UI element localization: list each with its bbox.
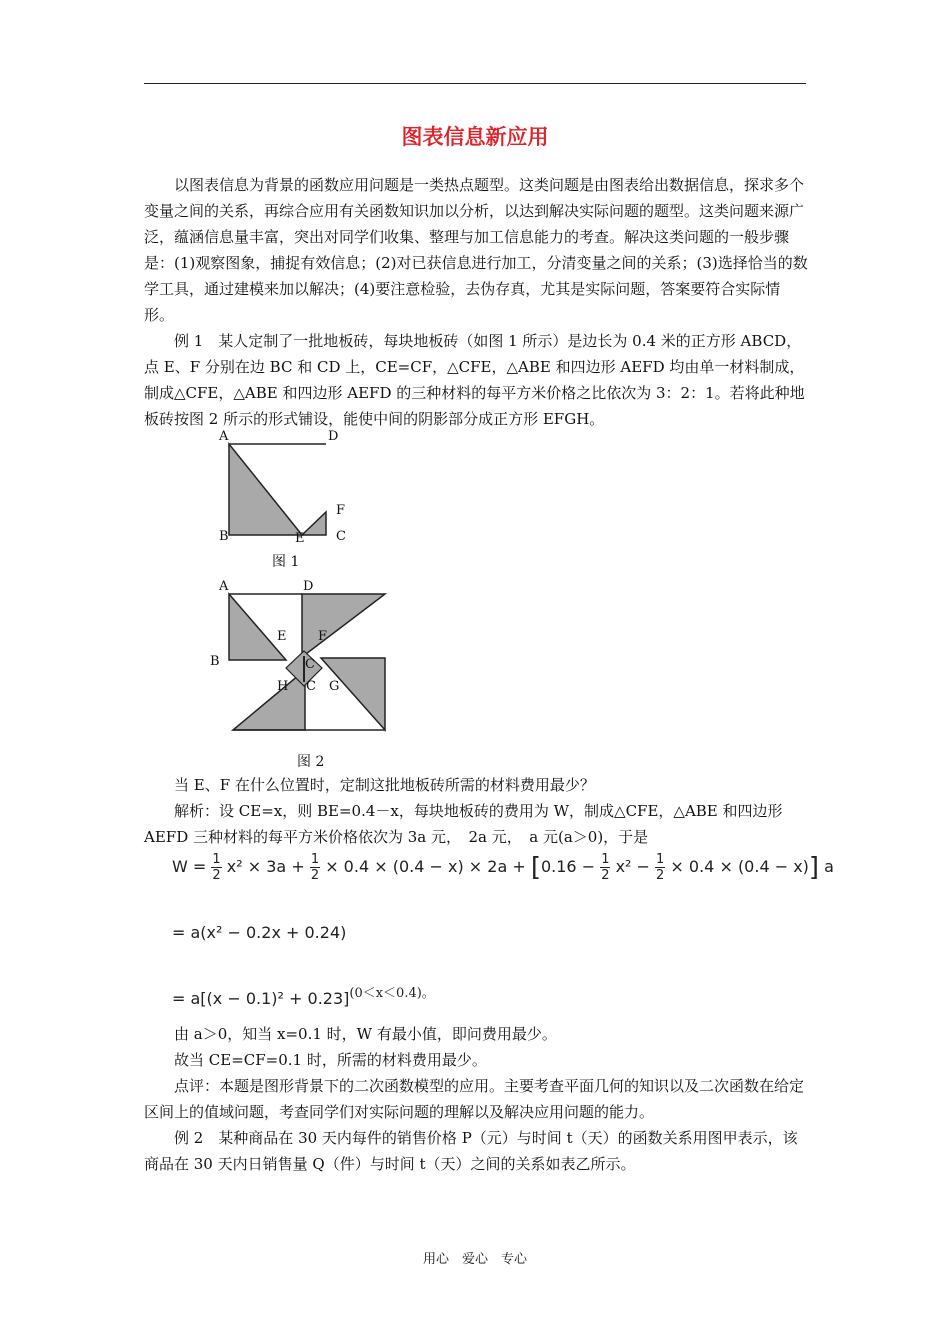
conclusion-2: 故当 CE=CF=0.1 时，所需的材料费用最少。 <box>174 1051 487 1069</box>
triangle-abe <box>229 444 302 535</box>
label-c-upper: C <box>305 657 315 672</box>
analysis-paragraph: 解析：设 CE=x，则 BE=0.4－x，每块地板砖的费用为 W，制成△CFE，△ABE 和四边形 AEFD 三种材料的每平方米价格依次为 3a 元， 2a 元， a 元(a＞0)，于是 <box>144 802 783 846</box>
label-g: G <box>329 679 340 694</box>
header-rule <box>144 83 806 84</box>
formula-line-3 <box>172 982 435 1008</box>
page-title: 图表信息新应用 <box>401 125 549 149</box>
conclusion-1: 由 a＞0，知当 x=0.1 时，W 有最小值，即问费用最少。 <box>174 1025 557 1043</box>
formula-line-1 <box>172 852 834 883</box>
fraction-half: $\frac{1}{2}$ <box>601 852 610 883</box>
formula-w: W = <box>172 857 207 876</box>
example1-paragraph: 例 1 某人定制了一批地板砖，每块地板砖（如图 1 所示）是边长为 0.4 米的正方形 ABCD，点 E、F 分别在边 BC 和 CD 上，CE=CF，△CFE，△ABE 和四边形 AEFD 均由单一材料制成，制成△CFE，△ABE 和四边形 AEFD 的三种材料的每平方米价格之比依次为 3：2：1。若将此种地板砖按图 2 所示的形式铺设，能使中间的阴影部分成正方形 EFGH。 <box>144 332 805 428</box>
tile-top <box>302 594 385 657</box>
page-footer: 用心 爱心 专心 <box>422 1252 527 1267</box>
label-c: C <box>336 529 346 544</box>
comment-paragraph: 点评：本题是图形背景下的二次函数模型的应用。主要考查平面几何的知识以及二次函数在给定区间上的值域问题，考查同学们对实际问题的理解以及解决应用问题的能力。 <box>144 1077 805 1121</box>
label-a: A <box>219 429 229 444</box>
figure-1-caption: 图 1 <box>272 554 300 570</box>
formula-domain: (0＜x＜0.4)。 <box>349 986 435 1001</box>
label-d: D <box>303 579 314 594</box>
bracket-right: ] <box>808 852 820 883</box>
tile-right <box>321 658 385 730</box>
figure-2-caption: 图 2 <box>297 754 325 770</box>
tile-left <box>229 594 286 660</box>
formula-term-2: × 0.4 × (0.4 − x) × 2a + <box>325 857 526 876</box>
label-b: B <box>210 654 220 669</box>
label-h: H <box>277 679 289 694</box>
label-c-lower: C <box>306 679 316 694</box>
example2-paragraph: 例 2 某种商品在 30 天内每件的销售价格 P（元）与时间 t（天）的函数关系用图甲表示，该商品在 30 天内日销售量 Q（件）与时间 t（天）之间的关系如表乙所示。 <box>144 1129 798 1173</box>
formula-expression: = a[(x − 0.1)² + 0.23] <box>172 989 350 1008</box>
formula-term-3: 0.16 − <box>540 857 596 876</box>
triangle-cfe <box>302 512 326 535</box>
label-e: E <box>277 629 287 644</box>
intro-paragraph: 以图表信息为背景的函数应用问题是一类热点题型。这类问题是由图表给出数据信息，探求多个变量之间的关系，再综合应用有关函数知识加以分析，以达到解决实际问题的题型。这类问题来源广泛，蕴涵信息量丰富，突出对同学们收集、整理与加工信息能力的考查。解决这类问题的一般步骤是：(1)观察图象，捕捉有效信息；(2)对已获信息进行加工，分清变量之间的关系；(3)选择恰当的数学工具，通过建模来加以解决；(4)要注意检验，去伪存真，尤其是实际问题，答案要符合实际情形。 <box>144 176 808 324</box>
label-d: D <box>328 429 339 444</box>
formula-line-2: = a(x² − 0.2x + 0.24) <box>172 923 347 942</box>
fraction-half: $\frac{1}{2}$ <box>656 852 665 883</box>
fraction-half: $\frac{1}{2}$ <box>310 852 320 883</box>
label-e: E <box>295 531 305 546</box>
formula-term-6: a <box>824 857 834 876</box>
formula-term-5: × 0.4 × (0.4 − x) <box>670 857 809 876</box>
fraction-half: $\frac{1}{2}$ <box>212 852 221 883</box>
tile-bottom <box>233 670 305 730</box>
label-a: A <box>219 579 229 594</box>
figure-1 <box>200 422 370 552</box>
label-b: B <box>219 529 229 544</box>
label-f: F <box>318 629 328 644</box>
figure-2 <box>200 572 400 742</box>
solution-block <box>144 772 808 850</box>
bracket-left: [ <box>530 852 541 883</box>
intro-block <box>144 172 808 432</box>
label-f: F <box>336 503 346 518</box>
formula-term-4: x² − <box>615 857 650 876</box>
formula-term-1: x² × 3a + <box>226 857 305 876</box>
question-paragraph: 当 E、F 在什么位置时，定制这批地板砖所需的材料费用最少？ <box>174 776 595 794</box>
conclusion-block <box>144 1021 808 1177</box>
